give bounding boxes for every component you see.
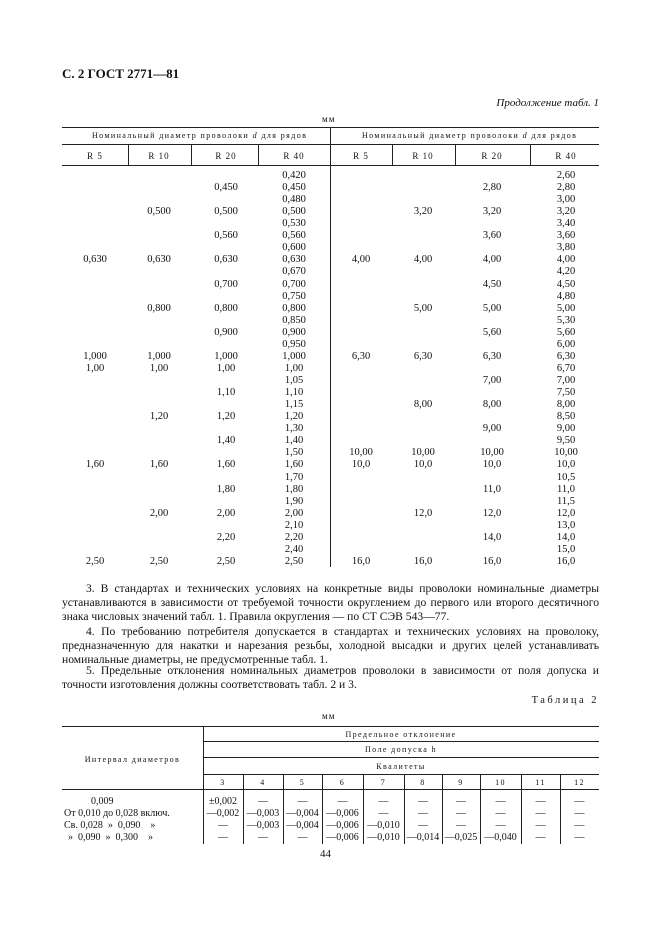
table1-cell: 10,00 — [349, 447, 373, 459]
table2-interval-header: Интервал диаметров — [84, 755, 181, 764]
table2-value-cell: — — [535, 820, 546, 831]
table1-cell: 1,15 — [284, 399, 304, 411]
table1-cell: 8,00 — [413, 399, 433, 411]
table2-value-cell: — — [378, 808, 389, 819]
table1-cell: 1,90 — [284, 495, 304, 507]
table1-cell: 0,900 — [214, 326, 238, 338]
table2-qualitet-label: 7 — [380, 778, 387, 787]
table1-cell: 2,20 — [216, 531, 236, 543]
paragraph-3-text: 3. В стандартах и технических условиях на конкретные виды проволоки номинальные диаметры устанавливаются в зависимости от требуемой точности округлением до первого или второго десятичного знака числовых значений табл. 1. Правила округления — по СТ СЭВ 543—77. — [62, 582, 599, 624]
table1-column-header: R 5 — [87, 151, 103, 161]
table1-cell: 1,000 — [282, 350, 306, 362]
table1-column-header: R 20 — [215, 151, 237, 161]
table1-column-header: R 40 — [283, 151, 305, 161]
table1-cell: 0,450 — [214, 182, 238, 194]
table1-cell: 6,00 — [556, 338, 576, 350]
table1-cell: 4,50 — [556, 278, 576, 290]
table1-cell: 1,40 — [284, 435, 304, 447]
table1-cell: 16,0 — [482, 555, 502, 567]
table1-group-header-left — [92, 131, 307, 140]
table1-cell: 0,670 — [282, 266, 306, 278]
table1-cell: 9,00 — [556, 423, 576, 435]
table2-qualitet-label: 12 — [574, 778, 585, 787]
table1-cell: 0,600 — [282, 242, 306, 254]
table2-qualitet-label: 9 — [458, 778, 464, 787]
table1-col-divider — [258, 144, 259, 165]
table1-cell: 1,10 — [284, 387, 304, 399]
table1-unit: мм — [322, 114, 336, 124]
table2-value-cell: ±0,002 — [209, 796, 237, 807]
table1-cell: 3,40 — [556, 218, 576, 230]
table1-cell: 1,60 — [149, 459, 169, 471]
table2-value-cell: —0,003 — [246, 808, 280, 819]
table2-value-cell: — — [258, 832, 268, 843]
table1-cell: 9,00 — [482, 423, 502, 435]
table1-cell: 2,40 — [284, 543, 304, 555]
table1-cell: 2,50 — [85, 555, 105, 567]
table1-cell: 0,800 — [282, 302, 306, 314]
table1-cell: 1,000 — [83, 350, 107, 362]
table1-cell: 0,500 — [282, 206, 306, 218]
table1-cell: 1,20 — [284, 411, 304, 423]
table2-interval-cell: 0,009 — [91, 796, 114, 807]
table2-value-cell: — — [456, 808, 466, 819]
table2-top-rule — [62, 726, 599, 727]
table2-deviation-header: Предельное отклонение — [345, 730, 457, 739]
table1-cell: 8,00 — [482, 399, 502, 411]
table1-cell: 9,50 — [556, 435, 576, 447]
table2-qualitet-rule — [203, 774, 599, 775]
table1-cell: 0,530 — [282, 218, 306, 230]
table1-group-header-right — [362, 131, 577, 140]
table2-qualitet-header: Квалитеты — [376, 762, 426, 771]
table2-value-cell: — — [574, 820, 585, 831]
table1-cell: 0,450 — [282, 182, 306, 194]
table1-cell: 1,80 — [284, 483, 304, 495]
table2-value-cell: —0,006 — [326, 808, 359, 819]
table1-center-divider — [330, 127, 331, 567]
table1-cell: 11,0 — [557, 483, 575, 495]
table2-value-cell: —0,010 — [367, 820, 400, 831]
table2-qualitet-label: 4 — [260, 778, 266, 787]
group-header-text: Номинальный диаметр проволоки — [362, 131, 520, 140]
table1-cell: 1,60 — [284, 459, 304, 471]
table1-cell: 2,80 — [482, 182, 502, 194]
table1-col-divider — [191, 144, 192, 165]
table2-value-cell: —0,040 — [484, 832, 517, 843]
table1-cell: 12,0 — [556, 507, 576, 519]
table1-cell: 1,70 — [284, 471, 304, 483]
table1-column-header: R 40 — [555, 151, 577, 161]
table2-field-rule — [203, 757, 599, 758]
table2-value-cell: — — [258, 796, 268, 807]
paragraph-3 — [62, 582, 599, 625]
table1-cell: 1,30 — [284, 423, 304, 435]
table2-header-rule — [62, 789, 599, 790]
table1-cell: 1,50 — [284, 447, 304, 459]
table1-cell: 0,950 — [282, 338, 306, 350]
table1-cell: 1,00 — [149, 362, 169, 374]
table1-cell: 0,850 — [282, 314, 306, 326]
table1-cell: 1,10 — [216, 387, 236, 399]
table1-cell: 10,00 — [411, 447, 435, 459]
table1-cell: 0,630 — [147, 254, 171, 266]
table1-col-divider — [455, 144, 456, 165]
paragraph-5 — [62, 664, 599, 692]
table1-cell: 5,60 — [482, 326, 502, 338]
group-header-text: Номинальный диаметр проволоки — [92, 131, 250, 140]
table2-value-cell: —0,006 — [326, 820, 359, 831]
table1-cell: 14,0 — [556, 531, 576, 543]
table2-value-cell: — — [535, 832, 546, 843]
paragraph-5-text: 5. Предельные отклонения номинальных диаметров проволоки в зависимости от поля допуска и точности изготовления должны соответствовать табл. 2 и 3. — [62, 664, 599, 692]
table1-column-header: R 20 — [481, 151, 503, 161]
table1-cell: 0,750 — [282, 290, 306, 302]
table2-value-cell: — — [535, 808, 546, 819]
table2-value-cell: — — [495, 820, 506, 831]
table2-field-header: Поле допуска h — [364, 745, 438, 754]
table2-value-cell: —0,010 — [367, 832, 400, 843]
table1-cell: 1,60 — [216, 459, 236, 471]
table2-value-cell: — — [456, 796, 466, 807]
table1-cell: 15,0 — [556, 543, 576, 555]
table1-cell: 1,80 — [216, 483, 236, 495]
table1-cell: 14,0 — [482, 531, 502, 543]
table1-column-header: R 10 — [148, 151, 170, 161]
table1-cell: 0,500 — [214, 206, 238, 218]
table1-cell: 11,0 — [483, 483, 501, 495]
table1-cell: 0,630 — [83, 254, 107, 266]
table1-cell: 0,630 — [214, 254, 238, 266]
table2-value-cell: —0,004 — [286, 820, 319, 831]
table2-value-cell: — — [456, 820, 466, 831]
table2-value-cell: — — [535, 796, 546, 807]
table1-cell: 0,560 — [282, 230, 306, 242]
table1-cell: 1,000 — [147, 350, 171, 362]
group-header-text: для рядов — [531, 131, 578, 140]
table1-cell: 2,50 — [216, 555, 236, 567]
table-continuation-label: Продолжение табл. 1 — [496, 97, 599, 109]
page-number: 44 — [320, 848, 331, 860]
table1-cell: 4,80 — [556, 290, 576, 302]
table1-cell: 3,80 — [556, 242, 576, 254]
table1-cell: 0,630 — [282, 254, 306, 266]
table1-cell: 0,800 — [214, 302, 238, 314]
table1-cell: 4,00 — [413, 254, 433, 266]
table1-cell: 16,0 — [413, 555, 433, 567]
table2-value-cell: —0,025 — [444, 832, 478, 843]
table1-cell: 1,20 — [149, 411, 169, 423]
table1-col-divider — [530, 144, 531, 165]
table1-cell: 3,20 — [413, 206, 433, 218]
table1-cell: 3,00 — [556, 194, 576, 206]
table2-qualitet-label: 5 — [299, 778, 306, 787]
group-header-text: для рядов — [261, 131, 308, 140]
table1-cell: 0,480 — [282, 194, 306, 206]
table2-value-cell: — — [218, 820, 228, 831]
table1-cell: 5,30 — [556, 314, 576, 326]
table2-qualitet-label: 6 — [339, 778, 346, 787]
table1-cell: 5,00 — [413, 302, 433, 314]
page-header: С. 2 ГОСТ 2771—81 — [62, 66, 180, 81]
table1-cell: 7,00 — [482, 375, 502, 387]
table1-cell: 3,20 — [482, 206, 502, 218]
table1-cell: 0,700 — [282, 278, 306, 290]
table1-cell: 5,60 — [556, 326, 576, 338]
group-header-var: d — [522, 131, 529, 140]
table2-value-cell: — — [218, 832, 228, 843]
table1-cell: 2,50 — [284, 555, 304, 567]
table1-cell: 1,00 — [284, 362, 304, 374]
table1-cell: 10,0 — [413, 459, 433, 471]
table1-cell: 1,20 — [216, 411, 236, 423]
table2-value-cell: — — [378, 796, 389, 807]
table1-cell: 1,000 — [214, 350, 238, 362]
table1-cell: 6,30 — [413, 350, 433, 362]
table1-cell: 1,00 — [216, 362, 236, 374]
table1-cell: 0,500 — [147, 206, 171, 218]
table2-value-cell: — — [574, 808, 585, 819]
table1-cell: 1,00 — [85, 362, 105, 374]
table2-value-cell: — — [495, 808, 506, 819]
table1-cell: 11,5 — [557, 495, 575, 507]
table2-value-cell: — — [495, 796, 506, 807]
table2-qualitet-label: 10 — [495, 778, 506, 787]
table2-caption: Таблица 2 — [531, 695, 599, 706]
table2-unit: мм — [322, 711, 336, 721]
table1-cell: 0,560 — [214, 230, 238, 242]
table2-qualitet-label: 11 — [535, 778, 546, 787]
table1-cell: 5,00 — [556, 302, 576, 314]
table1-cell: 4,00 — [351, 254, 371, 266]
table2-value-cell: — — [418, 796, 428, 807]
table1-cell: 2,60 — [556, 170, 576, 181]
table1-cell: 3,60 — [556, 230, 576, 242]
table2-interval-cell: Св. 0,028 » 0,090 » — [64, 820, 156, 831]
paragraph-4-text: 4. По требованию потребителя допускается в стандартах и технических условиях на проволоку, предназначенную для накатки и нарезания резьбы, холодной высадки и других целей устанавливать номинальные диаметры, не предусмотренные табл. 1. — [62, 625, 599, 667]
table1-cell: 10,0 — [556, 459, 576, 471]
table1-cell: 2,80 — [556, 182, 576, 194]
table1-cell: 12,0 — [413, 507, 433, 519]
table2-interval-cell: » 0,090 » 0,300 » — [68, 832, 153, 843]
table1-cell: 6,30 — [351, 350, 371, 362]
table1-cell: 10,0 — [351, 459, 371, 471]
table1-cell: 8,00 — [556, 399, 576, 411]
table1-cell: 2,00 — [149, 507, 169, 519]
table1-cell: 2,10 — [284, 519, 304, 531]
table1-cell: 10,5 — [556, 471, 576, 483]
table1-cell: 2,50 — [149, 555, 169, 567]
table2-value-cell: — — [297, 796, 308, 807]
table2-value-cell: —0,004 — [286, 808, 319, 819]
table1-cell: 3,20 — [556, 206, 576, 218]
table1-cell: 8,50 — [556, 411, 576, 423]
table2-qualitet-label: 8 — [420, 778, 426, 787]
table1-cell: 10,00 — [554, 447, 578, 459]
table1-cell: 0,900 — [282, 326, 306, 338]
table1-cell: 10,0 — [482, 459, 502, 471]
paragraph-4 — [62, 625, 599, 668]
table2-value-cell: —0,006 — [326, 832, 359, 843]
table1-cell: 7,50 — [556, 387, 576, 399]
group-header-var: d — [252, 131, 259, 140]
table2-value-cell: — — [574, 832, 585, 843]
table1-column-header: R 5 — [353, 151, 369, 161]
table1-cell: 4,50 — [482, 278, 502, 290]
table2-value-cell: — — [574, 796, 585, 807]
table1-cell: 13,0 — [556, 519, 576, 531]
table1-cell: 4,20 — [556, 266, 576, 278]
table2-value-cell: — — [418, 820, 428, 831]
table1-cell: 0,420 — [282, 170, 306, 181]
table1-cell: 0,800 — [147, 302, 171, 314]
table1-cell: 4,00 — [482, 254, 502, 266]
table1-cell: 10,00 — [480, 447, 504, 459]
table1-cell: 6,30 — [482, 350, 502, 362]
table1-cell: 6,70 — [556, 362, 576, 374]
table1-cell: 4,00 — [556, 254, 576, 266]
table1-cell: 7,00 — [556, 375, 576, 387]
table2-value-cell: —0,014 — [406, 832, 440, 843]
table2-qualitet-label: 3 — [220, 778, 226, 787]
table1-cell: 0,700 — [214, 278, 238, 290]
table1-cell: 1,40 — [216, 435, 236, 447]
table1-cell: 2,00 — [216, 507, 236, 519]
table1-cell: 1,05 — [284, 375, 304, 387]
table2-value-cell: — — [418, 808, 428, 819]
table2-interval-cell: От 0,010 до 0,028 включ. — [64, 808, 170, 819]
table2-value-cell: — — [337, 796, 348, 807]
table2-value-cell: — — [297, 832, 308, 843]
table1-cell: 16,0 — [351, 555, 371, 567]
table1-cell: 1,60 — [85, 459, 105, 471]
table1-cell: 5,00 — [482, 302, 502, 314]
table2-deviation-rule — [203, 741, 599, 742]
table2-value-cell: —0,002 — [206, 808, 240, 819]
table1-cell: 12,0 — [482, 507, 502, 519]
table1-cell: 2,20 — [284, 531, 304, 543]
table1-column-header: R 10 — [412, 151, 434, 161]
table1-cell: 16,0 — [556, 555, 576, 567]
table1-cell: 2,00 — [284, 507, 304, 519]
table2-value-cell: —0,003 — [246, 820, 280, 831]
table1-cell: 6,30 — [556, 350, 576, 362]
table1-cell: 3,60 — [482, 230, 502, 242]
